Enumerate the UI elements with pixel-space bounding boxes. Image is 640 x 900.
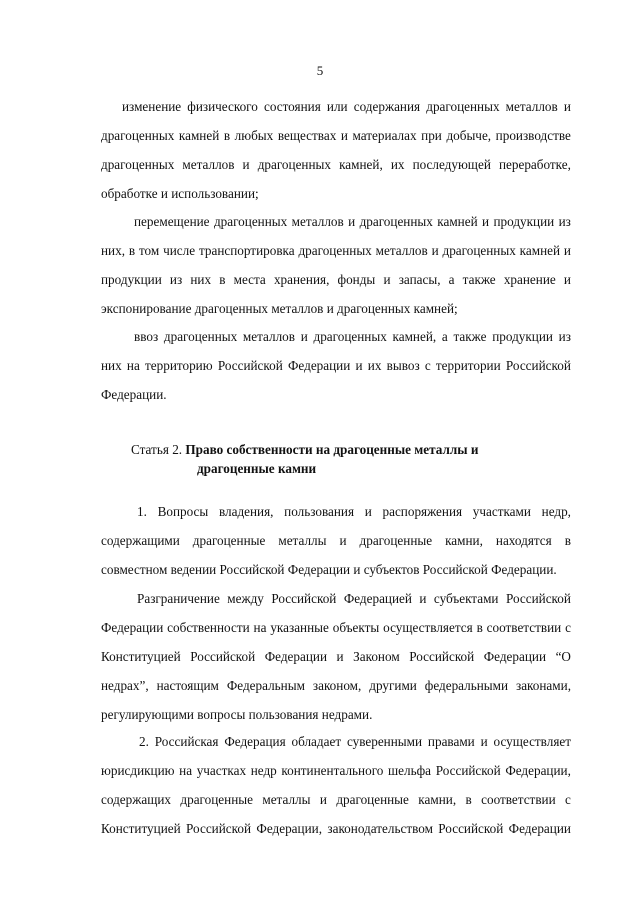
article-heading — [131, 440, 571, 478]
paragraph-group-bottom-1 — [101, 497, 571, 584]
word: драгоценных — [359, 214, 433, 229]
word: с — [565, 792, 571, 807]
word: Вопросы — [157, 504, 209, 519]
word: них — [101, 358, 122, 373]
word: настоящим — [156, 678, 219, 693]
word: Федерации — [508, 821, 571, 836]
word: недр — [250, 763, 277, 778]
word: последующей — [412, 157, 491, 172]
word: Российской — [438, 821, 504, 836]
word: указанные — [270, 620, 329, 635]
word: металлы — [278, 533, 327, 548]
word: и — [431, 243, 439, 258]
line — [101, 814, 571, 843]
word: драгоценных — [298, 243, 372, 258]
word: соответствии — [486, 620, 562, 635]
word: Российской — [190, 649, 256, 664]
word: на — [126, 358, 140, 373]
word: места — [233, 272, 266, 287]
word: осуществляет — [493, 734, 571, 749]
line — [101, 121, 571, 150]
line — [101, 642, 571, 671]
word: обладает — [291, 734, 342, 749]
word: в — [476, 620, 483, 635]
article-title: Право собственности на драгоценные металлы и — [185, 442, 479, 457]
word: числе — [163, 243, 196, 258]
line — [101, 785, 571, 814]
word: драгоценных — [442, 243, 516, 258]
word: транспортировка — [198, 243, 295, 258]
word: Разграничение — [137, 591, 220, 606]
word: и — [355, 358, 363, 373]
paragraph-6 — [101, 727, 571, 843]
word: в — [223, 128, 231, 143]
word: содержащих — [101, 792, 171, 807]
word: шельфа — [388, 763, 432, 778]
word: камней, — [392, 329, 437, 344]
word: собственности — [167, 620, 250, 635]
word: Федерации — [483, 649, 547, 664]
word: Федерация — [224, 734, 286, 749]
word: недрах”, — [101, 678, 149, 693]
word: Законом — [353, 649, 400, 664]
word: на — [253, 620, 267, 635]
word: них — [190, 272, 212, 287]
line: Федерации. — [101, 387, 167, 402]
word: драгоценных — [313, 329, 387, 344]
word: фонды — [337, 272, 376, 287]
article-title-continued: драгоценные камни — [197, 461, 317, 476]
word: драгоценных — [213, 214, 288, 229]
word: юрисдикцию — [101, 763, 175, 778]
line — [101, 526, 571, 555]
word: находятся — [495, 533, 552, 548]
paragraph-group-top-2 — [101, 207, 571, 323]
line — [101, 322, 571, 351]
word: территории — [435, 358, 501, 373]
word: между — [227, 591, 264, 606]
word: содержания — [353, 99, 421, 114]
word: субъектами — [433, 591, 499, 606]
word: Российской — [505, 358, 571, 373]
word: также — [453, 329, 487, 344]
word: и — [563, 99, 571, 114]
word: металлы — [262, 792, 311, 807]
line: совместном ведении Российской Федерации и субъектов Российской Федерации. — [101, 562, 557, 577]
word: камней — [437, 214, 478, 229]
word: Федерации, — [505, 763, 571, 778]
word: в — [219, 272, 226, 287]
word: Федеральным — [226, 678, 305, 693]
word: также — [462, 272, 496, 287]
word: а — [441, 329, 448, 344]
word: “О — [555, 649, 571, 664]
word: драгоценные — [192, 533, 266, 548]
word: из — [558, 329, 571, 344]
word: вывоз — [386, 358, 420, 373]
word: объекты — [332, 620, 380, 635]
line — [101, 207, 571, 236]
word: и — [348, 214, 356, 229]
word: материалах — [352, 128, 417, 143]
word: распоряжения — [382, 504, 463, 519]
word: и — [383, 272, 391, 287]
word: федеральными — [424, 678, 509, 693]
word: 1. — [137, 504, 147, 519]
line — [101, 92, 571, 121]
word: при — [421, 128, 442, 143]
word: континентального — [281, 763, 384, 778]
line — [101, 727, 571, 756]
word: добыче, — [446, 128, 492, 143]
line — [101, 613, 571, 642]
word: Российской — [186, 821, 252, 836]
word: запасы, — [398, 272, 441, 287]
paragraph-3 — [101, 322, 571, 409]
word: содержащими — [101, 533, 180, 548]
word: производстве — [495, 128, 571, 143]
line: регулирующими вопросы пользования недрами. — [101, 707, 373, 722]
paragraph-group-bottom-3 — [101, 727, 571, 843]
word: владения, — [218, 504, 274, 519]
word: перемещение — [134, 214, 210, 229]
word: Конституцией — [101, 649, 181, 664]
word: них, — [101, 243, 126, 258]
word: другими — [369, 678, 417, 693]
line — [101, 236, 571, 265]
word: недр, — [541, 504, 571, 519]
line: экспонирование драгоценных металлов и драгоценных камней; — [101, 301, 458, 316]
word: пользования — [284, 504, 355, 519]
line — [101, 671, 571, 700]
line — [101, 584, 571, 613]
page-number: 5 — [316, 63, 324, 78]
paragraph-group-bottom-2 — [101, 584, 571, 729]
word: ввоз — [134, 329, 159, 344]
word: Федерацией — [343, 591, 412, 606]
word: драгоценных — [426, 99, 500, 114]
word: Федерации — [264, 649, 328, 664]
word: и — [300, 329, 308, 344]
word: камни, — [445, 533, 483, 548]
word: драгоценных — [257, 157, 331, 172]
word: хранение — [503, 272, 556, 287]
word: Российской — [409, 649, 475, 664]
word: драгоценных — [101, 157, 175, 172]
word: 2. — [139, 734, 149, 749]
word: Российской — [505, 591, 571, 606]
word: и — [364, 504, 372, 519]
word: продукции — [101, 272, 162, 287]
word: драгоценные — [359, 533, 433, 548]
word: из — [169, 272, 183, 287]
word: изменение — [122, 99, 182, 114]
line — [101, 265, 571, 294]
word: Российской — [435, 763, 501, 778]
word: их — [367, 358, 382, 373]
word: Российской — [217, 358, 283, 373]
word: Конституцией — [101, 821, 181, 836]
word: законом, — [312, 678, 362, 693]
word: Федерации — [101, 620, 164, 635]
word: драгоценные — [336, 792, 409, 807]
line: обработке и использовании; — [101, 186, 259, 201]
word: камни, — [418, 792, 457, 807]
paragraph-group-top — [101, 92, 571, 208]
word: Российская — [154, 734, 219, 749]
line — [101, 756, 571, 785]
word: или — [326, 99, 348, 114]
word: веществах — [277, 128, 337, 143]
word: с — [424, 358, 431, 373]
word: с — [565, 620, 571, 635]
word: Российской — [271, 591, 337, 606]
paragraph-4 — [101, 497, 571, 584]
word: их — [390, 157, 405, 172]
word: суверенными — [346, 734, 423, 749]
word: участках — [196, 763, 247, 778]
word: и — [339, 533, 347, 548]
word: и — [242, 157, 250, 172]
word: Федерации, — [256, 821, 322, 836]
word: законодательством — [327, 821, 433, 836]
paragraph-2 — [101, 207, 571, 323]
word: правами — [427, 734, 475, 749]
paragraph-1 — [101, 92, 571, 208]
word: и — [480, 734, 488, 749]
word: хранения, — [273, 272, 330, 287]
word: из — [558, 214, 571, 229]
line — [101, 150, 571, 179]
word: в — [128, 243, 136, 258]
word: том — [138, 243, 160, 258]
word: и — [419, 591, 427, 606]
word: камней, — [339, 157, 383, 172]
word: а — [448, 272, 455, 287]
word: и — [563, 243, 571, 258]
word: и — [340, 128, 348, 143]
word: и — [336, 649, 344, 664]
word: на — [179, 763, 193, 778]
word: и — [319, 792, 327, 807]
word: драгоценных — [101, 128, 175, 143]
word: физического — [187, 99, 258, 114]
word: металлов — [291, 214, 344, 229]
word: металлов — [182, 157, 235, 172]
word: состояния — [263, 99, 321, 114]
word: драгоценных — [163, 329, 238, 344]
word: участками — [472, 504, 531, 519]
word: камней — [519, 243, 561, 258]
word: продукции — [492, 329, 553, 344]
line — [101, 497, 571, 526]
word: в — [564, 533, 571, 548]
word: осуществляется — [383, 620, 473, 635]
paragraph-5 — [101, 584, 571, 729]
word: законами, — [515, 678, 571, 693]
word: металлов — [375, 243, 428, 258]
word: металлов — [242, 329, 295, 344]
word: продукции — [493, 214, 555, 229]
word: в — [465, 792, 472, 807]
word: Федерации — [288, 358, 351, 373]
word: и — [482, 214, 490, 229]
word: территорию — [145, 358, 213, 373]
line — [101, 351, 571, 380]
word: соответствии — [481, 792, 556, 807]
word: металлов — [505, 99, 558, 114]
word: драгоценные — [180, 792, 253, 807]
word: переработке, — [498, 157, 571, 172]
word: камней — [178, 128, 220, 143]
word: и — [563, 272, 571, 287]
word: любых — [234, 128, 274, 143]
paragraph-group-top-3 — [101, 322, 571, 409]
article-number: Статья 2. — [131, 442, 183, 457]
